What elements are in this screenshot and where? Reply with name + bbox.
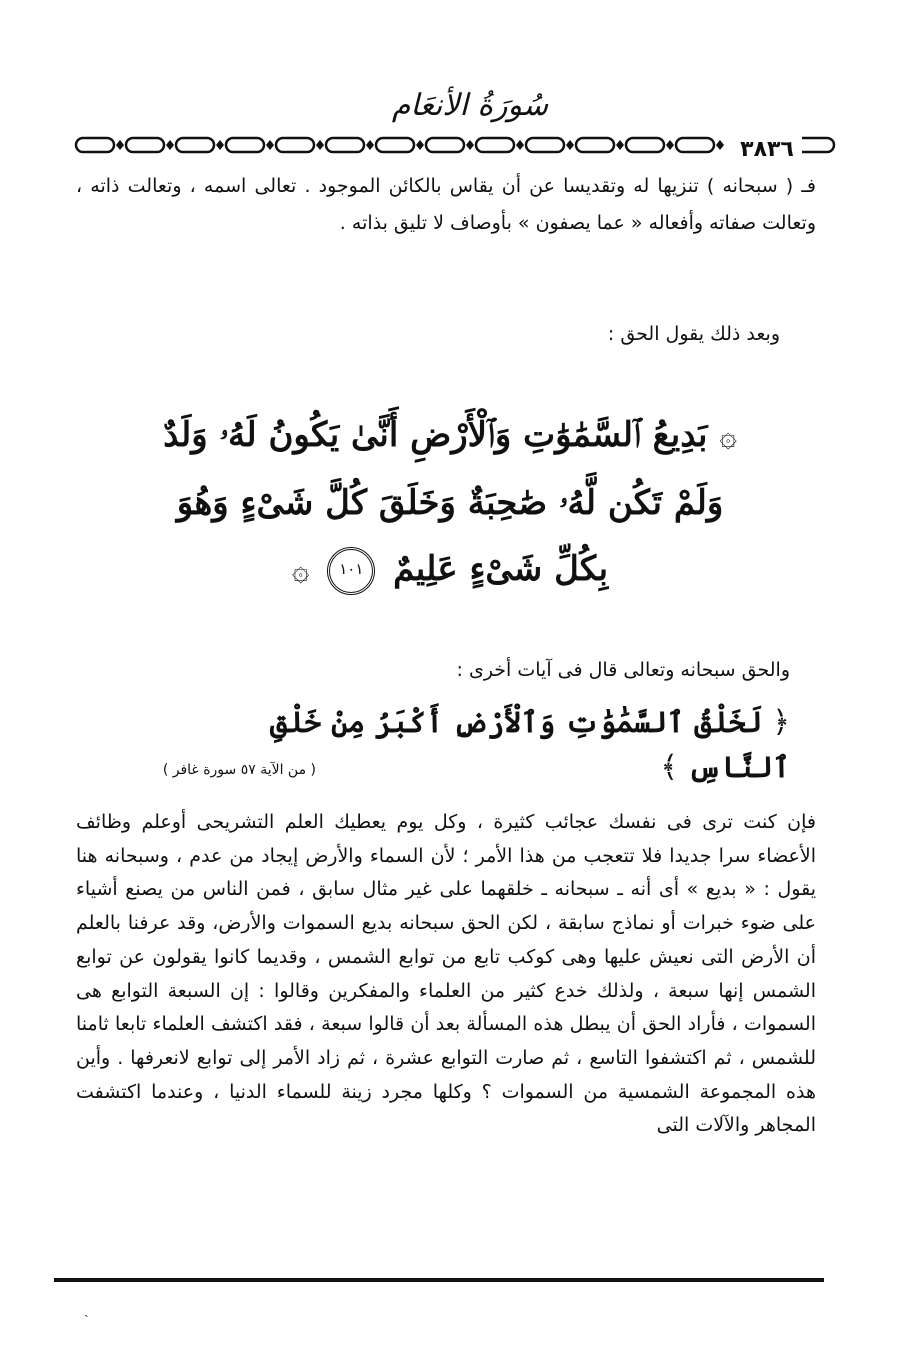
verse-open-ornament-icon: ۞ [719, 419, 737, 454]
footer-mark: ˎ [84, 1302, 89, 1318]
verse-close-ornament-icon: ۞ [291, 553, 310, 588]
header-ornament-border [74, 132, 836, 158]
verse-number-marker: ١٠١ [327, 547, 375, 595]
verse-text: لَخَلْقُ ٱلسَّمَٰوَٰتِ وَٱلْأَرْضِ أَكْبَرُ مِنْ خَلْقِ ٱلنَّاسِ [270, 705, 790, 784]
ornate-bracket-close-icon: ﴾ [660, 750, 678, 785]
ornate-bracket-open-icon: ﴿ [772, 705, 790, 740]
paragraph-main: فإن كنت ترى فى نفسك عجائب كثيرة ، وكل يوم يعطيك العلم التشريحى أوعلم وظائف الأعضاء سرا جديدا فلا تتعجب من هذا الأمر ؛ لأن السماء والأرض إيجاد من عدم ، وسبحانه هنا يقول : « بديع » أى أنه ـ سبحانه ـ خلقهما على غير مثال سابق ، فمن الناس من يصنع أشياء على ضوء خبرات أو نماذج سابقة ، لكن الحق سبحانه بديع السموات والأرض، وقد عرفنا بالعلم أن الأرض التى نعيش عليها وهى كوكب تابع من توابع الشمس ، وقديما كانوا يقولون عن توابع الشمس إنها سبعة ، ولذلك خدع كثير من العلماء والمفكرين وقالوا : إن السبعة التوابع هى السموات ، فأراد الحق أن يبطل هذه المسألة بعد أن قالوا سبعة ، فقد اكتشف العلماء تابعا ثامنا للشمس ، ثم اكتشفوا التاسع ، ثم صارت التوابع عشرة ، ثم زاد الأمر إلى توابع لانعرفها . وأين هذه المجموعة الشمسية من السموات ؟ وكلها مجرد زينة للسماء الدنيا ، وعندما اكتشفت المجاهر والآلات التى [76, 811, 816, 1137]
verse-text: بَدِيعُ ٱلسَّمَٰوَٰتِ وَٱلْأَرْضِ أَنَّىٰ يَكُونُ لَهُۥ وَلَدٌ وَلَمْ تَكُن لَّهُۥ صَٰحِبَةٌ وَخَلَقَ كُلَّ شَىْءٍ وَهُوَ بِكُلِّ شَىْءٍ عَلِيمٌ [163, 415, 724, 589]
surah-title: سُورَةُ الأنعَام [391, 88, 549, 123]
verse-citation: ( من الآية ٥٧ سورة غافر ) [162, 762, 316, 778]
page-number: ٣٨٣٦ [732, 137, 802, 162]
quran-verse-101 [150, 402, 750, 604]
footer-divider [54, 1278, 824, 1282]
paragraph-other-verses: والحق سبحانه وتعالى قال فى آيات أخرى : [456, 659, 790, 681]
paragraph-transition: وبعد ذلك يقول الحق : [607, 323, 780, 345]
paragraph-intro: فـ ( سبحانه ) تنزيها له وتقديسا عن أن يقاس بالكائن الموجود . تعالى اسمه ، وتعالت ذاته ، وتعالت صفاته وأفعاله « عما يصفون » بأوصاف لا تليق بذاته . [76, 175, 816, 234]
